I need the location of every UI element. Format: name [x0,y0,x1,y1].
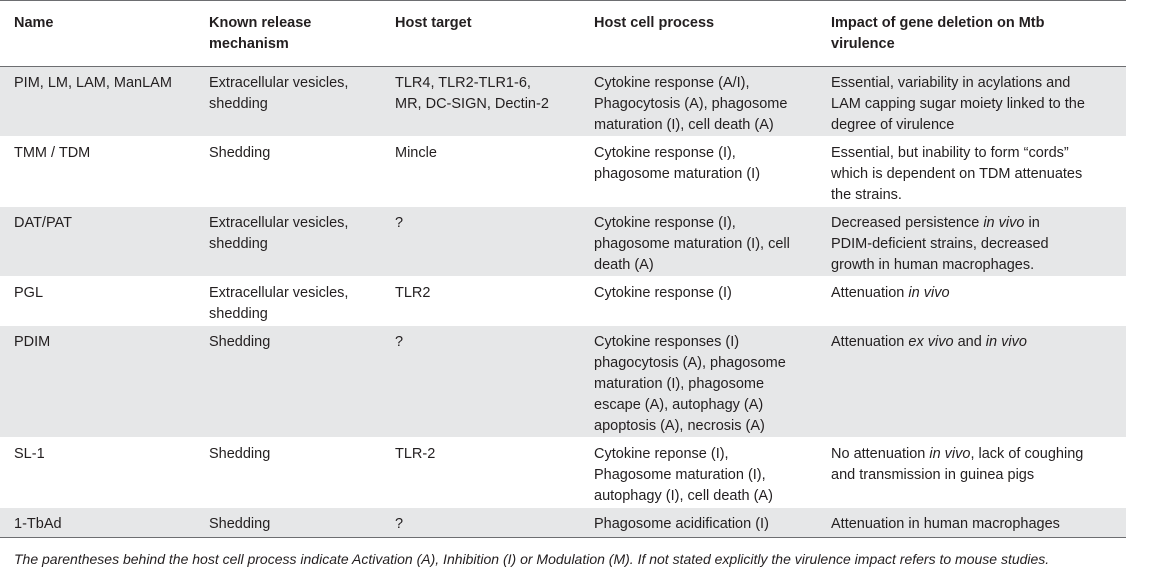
table-body [0,67,1126,538]
cell-line: SL-1 [14,446,45,462]
italic-term: in vivo [908,285,950,301]
cell-host-target [381,277,580,326]
cell-line [831,283,1126,304]
cell-host-target [381,438,580,508]
cell-release-mechanism [195,67,381,137]
text-run: No attenuation [831,446,930,462]
cell-line: which is dependent on TDM attenuates [831,166,1083,182]
cell-name [0,326,195,438]
table-row [0,137,1126,207]
table-row [0,326,1126,438]
text-run: and transmission in guinea pigs [831,467,1035,483]
cell-line: Extracellular vesicles, [209,285,349,301]
cell-line: PIM, LM, LAM, ManLAM [14,75,172,91]
cell-host-target [381,326,580,438]
cell-line: shedding [209,96,268,112]
table-row [0,277,1126,326]
table-row [0,207,1126,277]
cell-line: Essential, but inability to form “cords” [831,145,1069,161]
cell-name [0,508,195,538]
header-name [0,1,195,67]
cell-host-cell-process [580,207,817,277]
cell-line: the strains. [831,187,902,203]
header-line: Host cell process [594,15,715,31]
cell-name [0,207,195,277]
cell-name [0,137,195,207]
cell-line: Cytokine response (I) [594,285,732,301]
table-header [0,1,1126,67]
header-line: mechanism [209,36,289,52]
cell-virulence-impact [817,137,1126,207]
header-row [0,1,1126,67]
cell-name [0,67,195,137]
italic-term: in vivo [983,215,1025,231]
cell-line: apoptosis (A), necrosis (A) [594,418,765,434]
cell-release-mechanism [195,207,381,277]
cell-line: TLR4, TLR2-TLR1-6, [395,75,531,91]
cell-line: shedding [209,306,268,322]
text-run: in [1024,215,1040,231]
cell-name [0,277,195,326]
cell-line: phagosome maturation (I), cell [594,236,790,252]
cell-line: Cytokine response (I), [594,145,736,161]
cell-line [831,213,1126,234]
cell-line: shedding [209,236,268,252]
text-run: and [953,334,986,350]
italic-term: in vivo [985,334,1027,350]
cell-line: Cytokine response (I), [594,215,736,231]
cell-release-mechanism [195,326,381,438]
cell-host-target [381,508,580,538]
cell-line: escape (A), autophagy (A) [594,397,764,413]
cell-virulence-impact [817,207,1126,277]
cell-line: Cytokine reponse (I), [594,446,729,462]
cell-host-cell-process [580,438,817,508]
cell-host-cell-process [580,67,817,137]
cell-line: Shedding [209,446,271,462]
cell-line: Attenuation in human macrophages [831,516,1060,532]
text-run: PDIM-deficient strains, decreased [831,236,1049,252]
cell-line: Shedding [209,334,271,350]
header-line: virulence [831,36,895,52]
cell-line: Extracellular vesicles, [209,75,349,91]
cell-line: death (A) [594,257,654,273]
cell-line: ? [395,334,404,350]
cell-line: Extracellular vesicles, [209,215,349,231]
cell-line: Essential, variability in acylations and [831,75,1071,91]
cell-line: PGL [14,285,44,301]
cell-line: 1-TbAd [14,516,62,532]
cell-line [831,465,1126,486]
cell-host-cell-process [580,277,817,326]
cell-line: Phagosome acidification (I) [594,516,769,532]
cell-line: Cytokine response (A/I), [594,75,750,91]
header-release-mechanism [195,1,381,67]
cell-line: PDIM [14,334,51,350]
table-row [0,438,1126,508]
table-caption: The parentheses behind the host cell process indicate Activation (A), Inhibition (I) or Modulation (M). If not stated explicitly the virulence impact refers to mouse studies. [14,551,1050,567]
italic-term: in vivo [929,446,971,462]
cell-line: ? [395,215,404,231]
header-line: Known release [209,15,312,31]
cell-line: ? [395,516,404,532]
cell-line: maturation (I), phagosome [594,376,765,392]
cell-line: maturation (I), cell death (A) [594,117,774,133]
cell-line: Phagosome maturation (I), [594,467,766,483]
header-host-target [381,1,580,67]
cell-host-cell-process [580,326,817,438]
header-virulence-impact [817,1,1126,67]
cell-virulence-impact [817,326,1126,438]
cell-virulence-impact [817,508,1126,538]
cell-line: phagosome maturation (I) [594,166,761,182]
header-host-cell-process [580,1,817,67]
text-run: , lack of coughing [970,446,1084,462]
text-run: growth in human macrophages. [831,257,1035,273]
cell-line: phagocytosis (A), phagosome [594,355,786,371]
cell-virulence-impact [817,67,1126,137]
cell-virulence-impact [817,438,1126,508]
cell-line: MR, DC-SIGN, Dectin-2 [395,96,549,112]
cell-line: Cytokine responses (I) [594,334,740,350]
header-line: Impact of gene deletion on Mtb [831,15,1045,31]
cell-line: TLR2 [395,285,431,301]
cell-host-target [381,207,580,277]
cell-release-mechanism [195,508,381,538]
cell-name [0,438,195,508]
cell-virulence-impact [817,277,1126,326]
cell-line [831,332,1126,353]
cell-line: DAT/PAT [14,215,72,231]
cell-host-cell-process [580,508,817,538]
cell-line: LAM capping sugar moiety linked to the [831,96,1085,112]
cell-line: Shedding [209,145,271,161]
text-run: Decreased persistence [831,215,984,231]
header-line: Name [14,15,54,31]
text-run: Attenuation [831,285,909,301]
table-row [0,508,1126,538]
cell-host-cell-process [580,137,817,207]
cell-line: degree of virulence [831,117,955,133]
cell-line: Shedding [209,516,271,532]
cell-line [831,444,1126,465]
cell-release-mechanism [195,277,381,326]
cell-line: TLR-2 [395,446,436,462]
cell-line [831,255,1126,276]
text-run: Attenuation [831,334,909,350]
cell-line: Phagocytosis (A), phagosome [594,96,788,112]
cell-release-mechanism [195,438,381,508]
cell-release-mechanism [195,137,381,207]
cell-line [831,234,1126,255]
cell-host-target [381,137,580,207]
cell-host-target [381,67,580,137]
header-line: Host target [395,15,472,31]
cell-line: autophagy (I), cell death (A) [594,488,773,504]
cell-line: TMM / TDM [14,145,91,161]
table-row [0,67,1126,137]
cell-line: Mincle [395,145,437,161]
italic-term: ex vivo [908,334,954,350]
